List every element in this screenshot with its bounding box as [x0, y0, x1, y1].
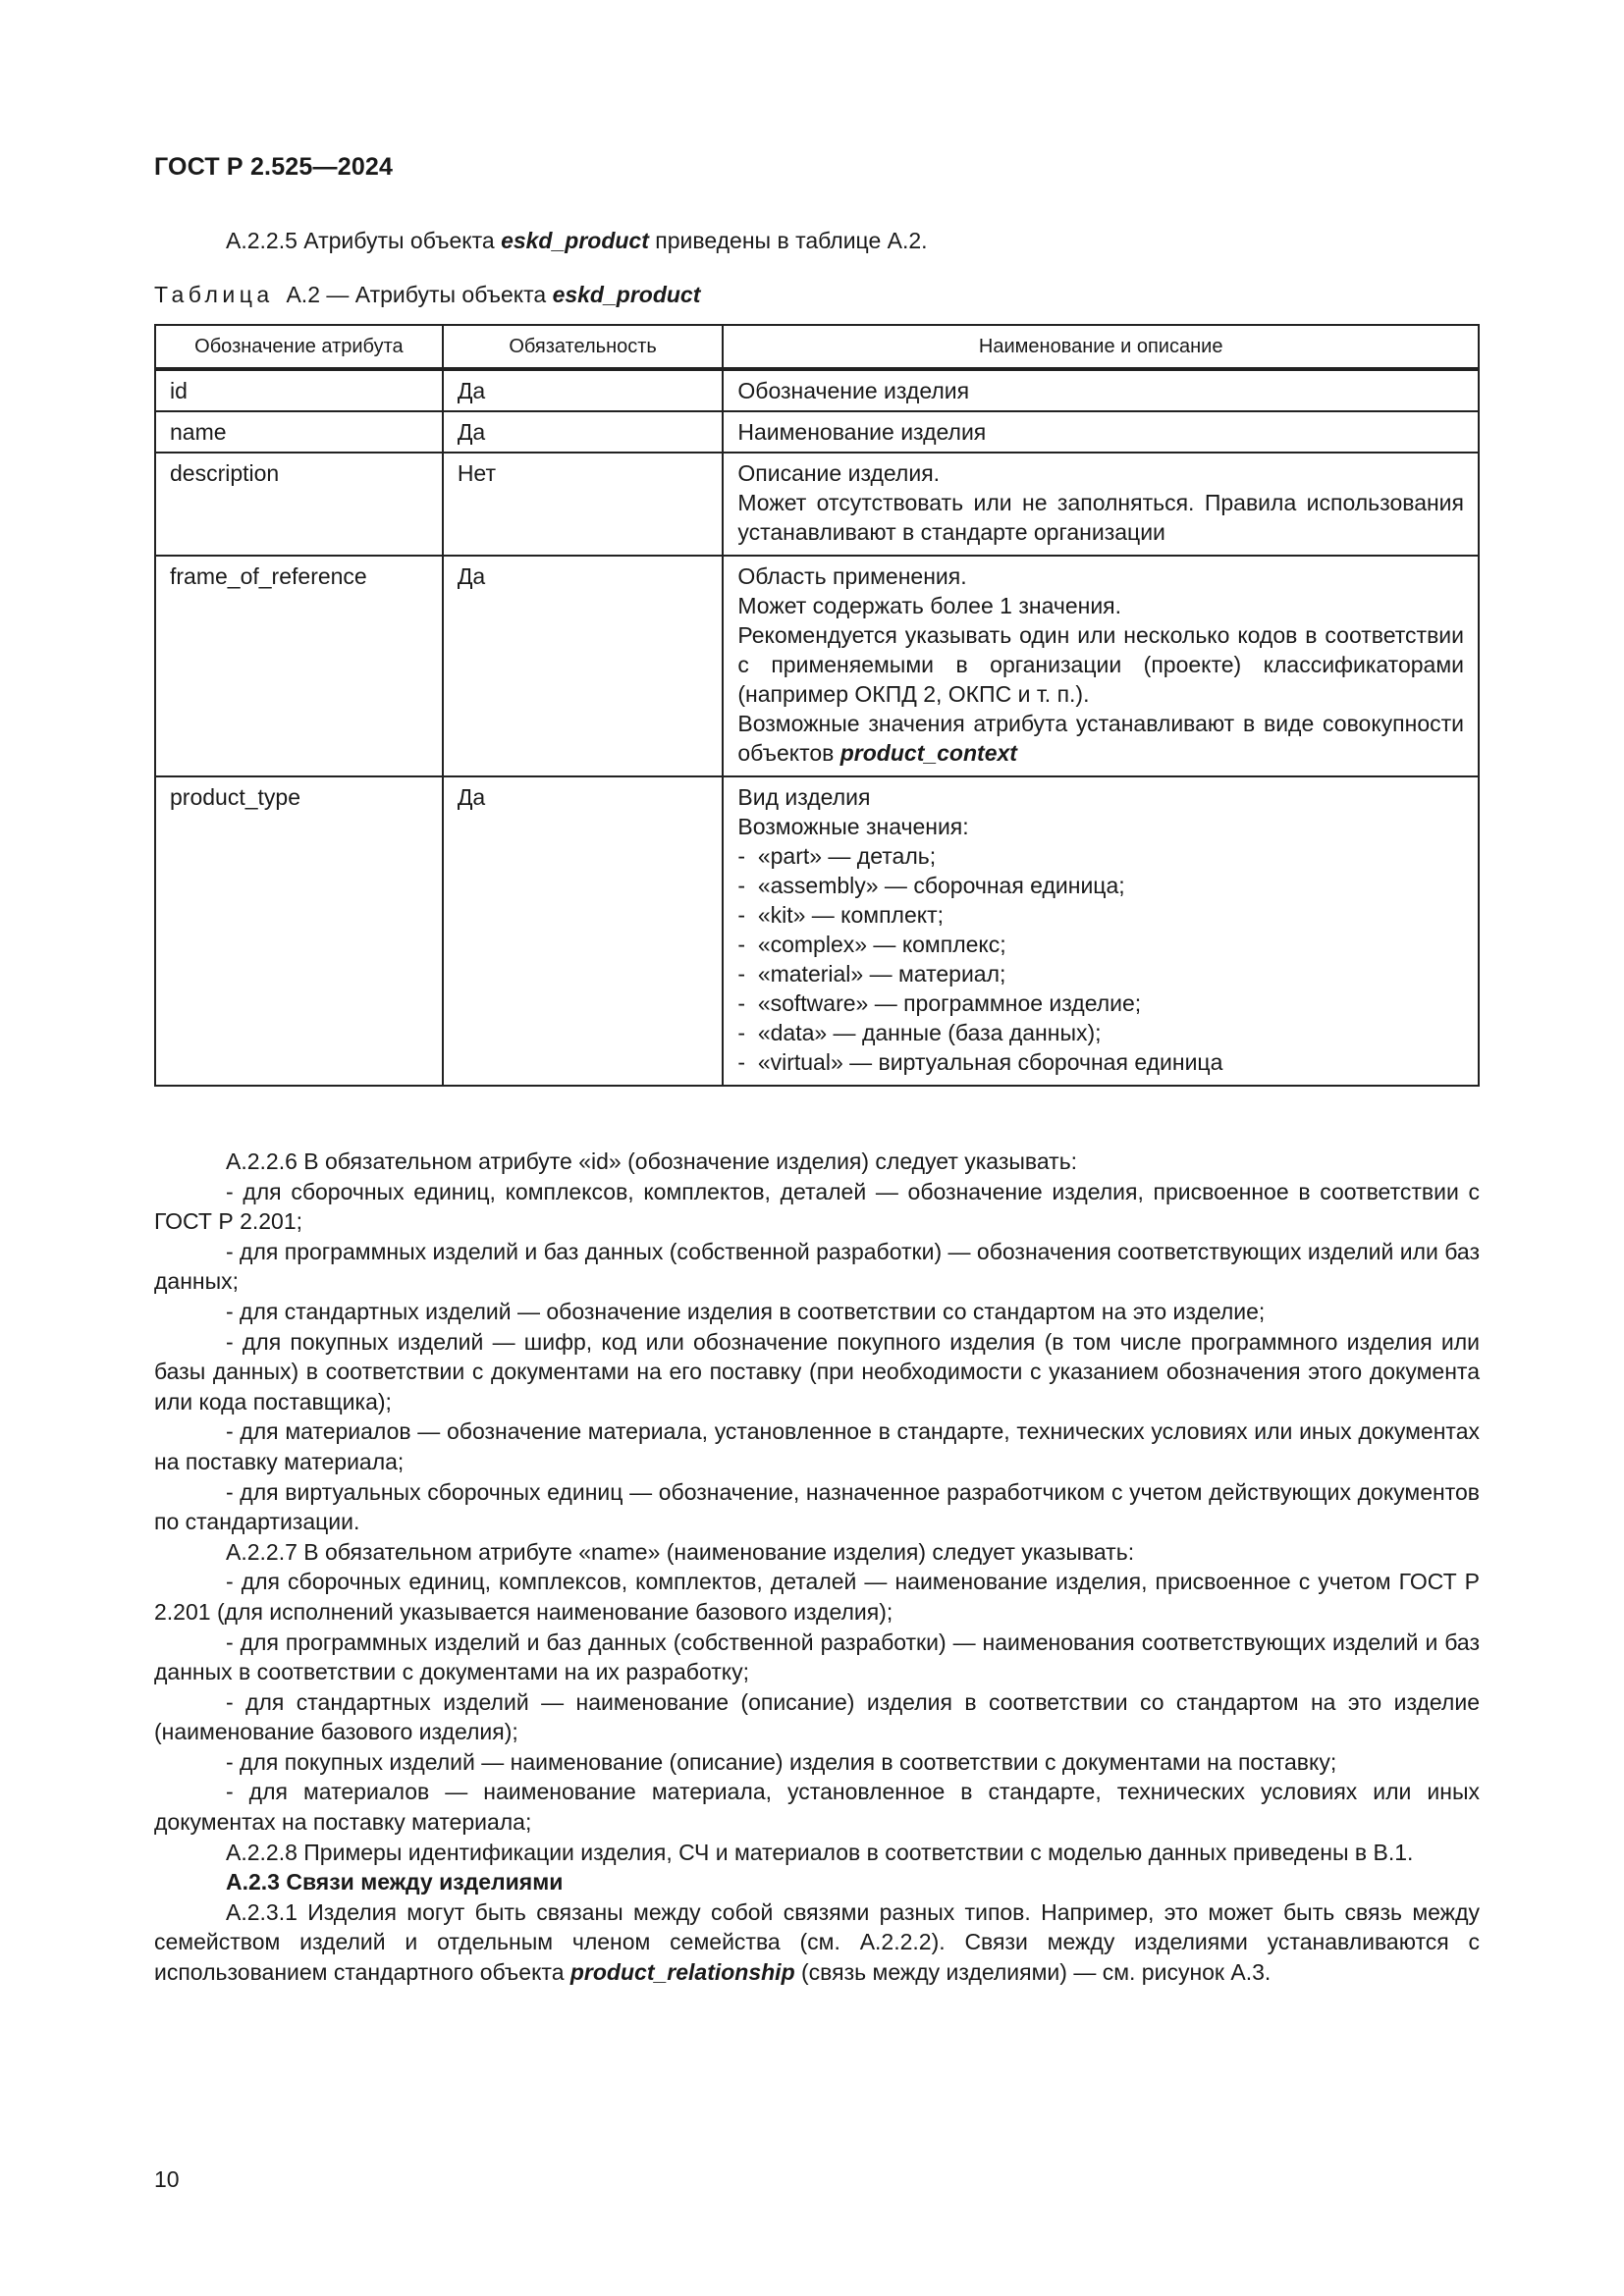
list-paragraph: - для материалов — наименование материала, установленное в стандарте, технических условиях или иных документах на поставку материала; [154, 1779, 1480, 1836]
cell-required: Нет [443, 453, 724, 556]
paragraph [154, 1897, 1480, 1988]
list-paragraph: - для виртуальных сборочных единиц — обозначение, назначенное разработчиком с учетом действующих документов по стандартизации. [154, 1478, 1480, 1535]
description-line: Обозначение изделия [737, 378, 970, 403]
description-line: Рекомендуется указывать один или несколько кодов в соответствии с применяемыми в организации (проекте) классификаторами (например ОКПД 2, ОКПС и т. п.). [737, 622, 1464, 707]
table-row [155, 411, 1479, 453]
header-description: Наименование и описание [723, 325, 1479, 369]
description-line: Возможные значения: [737, 814, 969, 839]
paragraph: А.2.2.8 Примеры идентификации изделия, СЧ и материалов в соответствии с моделью данных приведены в В.1. [226, 1839, 1414, 1865]
cell-required: Да [443, 369, 724, 411]
cell-description [723, 369, 1479, 411]
cell-description [723, 453, 1479, 556]
paragraph-object-name: product_relationship [569, 1959, 795, 1986]
table-header-row [155, 325, 1479, 369]
intro-paragraph [226, 228, 928, 254]
list-item: - «kit» — комплект; [737, 902, 945, 928]
list-paragraph: - для программных изделий и баз данных (собственной разработки) — обозначения соответствующих изделий или баз данных; [154, 1238, 1480, 1295]
description-text: Возможные значения атрибута устанавливают в виде совокупности объектов [737, 711, 1464, 766]
body-text [154, 1147, 1480, 1988]
header-required: Обязательность [443, 325, 724, 369]
cell-required: Да [443, 411, 724, 453]
cell-required: Да [443, 556, 724, 776]
description-line [737, 709, 1464, 768]
paragraph-text-tail: (связь между изделиями) — см. рисунок А.3. [794, 1959, 1272, 1986]
description-line: Может отсутствовать или не заполняться. Правила использования устанавливают в стандарте организации [737, 490, 1464, 545]
table-row [155, 776, 1479, 1086]
intro-text: А.2.2.5 Атрибуты объекта [226, 228, 502, 253]
header-attribute: Обозначение атрибута [155, 325, 443, 369]
list-paragraph: - для сборочных единиц, комплексов, комплектов, деталей — наименование изделия, присвоенное с учетом ГОСТ Р 2.201 (для исполнений указывается наименование базового изделия); [154, 1569, 1480, 1625]
paragraph-text: А.2.3.1 Изделия могут быть связаны между собой связями разных типов. Например, это может быть связь между семейством изделий и отдельным членом семейства (см. А.2.2.2). Связи между изделиями устанавливаются с использованием стандартного объекта [154, 1898, 1480, 1986]
list-item: - «complex» — комплекс; [737, 932, 1006, 957]
intro-text-tail: приведены в таблице А.2. [648, 228, 928, 253]
paragraph: А.2.2.7 В обязательном атрибуте «name» (наименование изделия) следует указывать: [226, 1538, 1135, 1565]
list-paragraph: - для программных изделий и баз данных (собственной разработки) — наименования соответствующих изделий и баз данных в соответствии с документами на их разработку; [154, 1629, 1480, 1685]
list-item: - «assembly» — сборочная единица; [737, 873, 1125, 898]
list-item: - «data» — данные (база данных); [737, 1020, 1102, 1045]
cell-attribute: name [155, 411, 443, 453]
page-number: 10 [154, 2166, 180, 2192]
description-line: Вид изделия [737, 784, 871, 810]
list-item: - «part» — деталь; [737, 843, 937, 869]
table-caption-object: eskd_product [552, 282, 701, 307]
cell-required: Да [443, 776, 724, 1086]
section-heading: А.2.3 Связи между изделиями [226, 1869, 564, 1896]
list-item: - «virtual» — виртуальная сборочная единица [737, 1049, 1223, 1075]
table-caption-number: А.2 — Атрибуты объекта [273, 282, 553, 307]
list-paragraph: - для стандартных изделий — наименование (описание) изделия в соответствии со стандартом на это изделие (наименование базового изделия); [154, 1688, 1480, 1745]
cell-attribute: description [155, 453, 443, 556]
attributes-table [154, 324, 1480, 1087]
cell-attribute: frame_of_reference [155, 556, 443, 776]
list-paragraph: - для покупных изделий — шифр, код или обозначение покупного изделия (в том числе программного изделия или базы данных) в соответствии с документами на его поставку (при необходимости с указанием обозначения этого документа или кода поставщика); [154, 1328, 1480, 1415]
cell-attribute: product_type [155, 776, 443, 1086]
paragraph: А.2.2.6 В обязательном атрибуте «id» (обозначение изделия) следует указывать: [226, 1148, 1078, 1174]
document-header: ГОСТ Р 2.525—2024 [154, 153, 394, 181]
cell-attribute: id [155, 369, 443, 411]
cell-description [723, 411, 1479, 453]
list-item: - «software» — программное изделие; [737, 990, 1142, 1016]
list-paragraph: - для стандартных изделий — обозначение изделия в соответствии со стандартом на это изделие; [226, 1298, 1266, 1324]
list-paragraph: - для покупных изделий — наименование (описание) изделия в соответствии с документами на поставку; [226, 1748, 1337, 1775]
list-item: - «material» — материал; [737, 961, 1006, 987]
cell-description [723, 776, 1479, 1086]
list-paragraph: - для сборочных единиц, комплексов, комплектов, деталей — обозначение изделия, присвоенное в соответствии с ГОСТ Р 2.201; [154, 1178, 1480, 1235]
cell-description [723, 556, 1479, 776]
description-line: Может содержать более 1 значения. [737, 593, 1122, 618]
intro-object-name: eskd_product [501, 228, 649, 253]
list-paragraph: - для материалов — обозначение материала, установленное в стандарте, технических условиях или иных документах на поставку материала; [154, 1418, 1480, 1474]
description-line: Наименование изделия [737, 419, 987, 445]
table-row [155, 453, 1479, 556]
table-caption [154, 282, 700, 308]
table-caption-label: Таблица [154, 282, 274, 307]
description-line: Описание изделия. [737, 460, 941, 486]
description-object: product_context [839, 740, 1017, 766]
table-row [155, 556, 1479, 776]
description-line: Область применения. [737, 563, 967, 589]
table-row [155, 369, 1479, 411]
